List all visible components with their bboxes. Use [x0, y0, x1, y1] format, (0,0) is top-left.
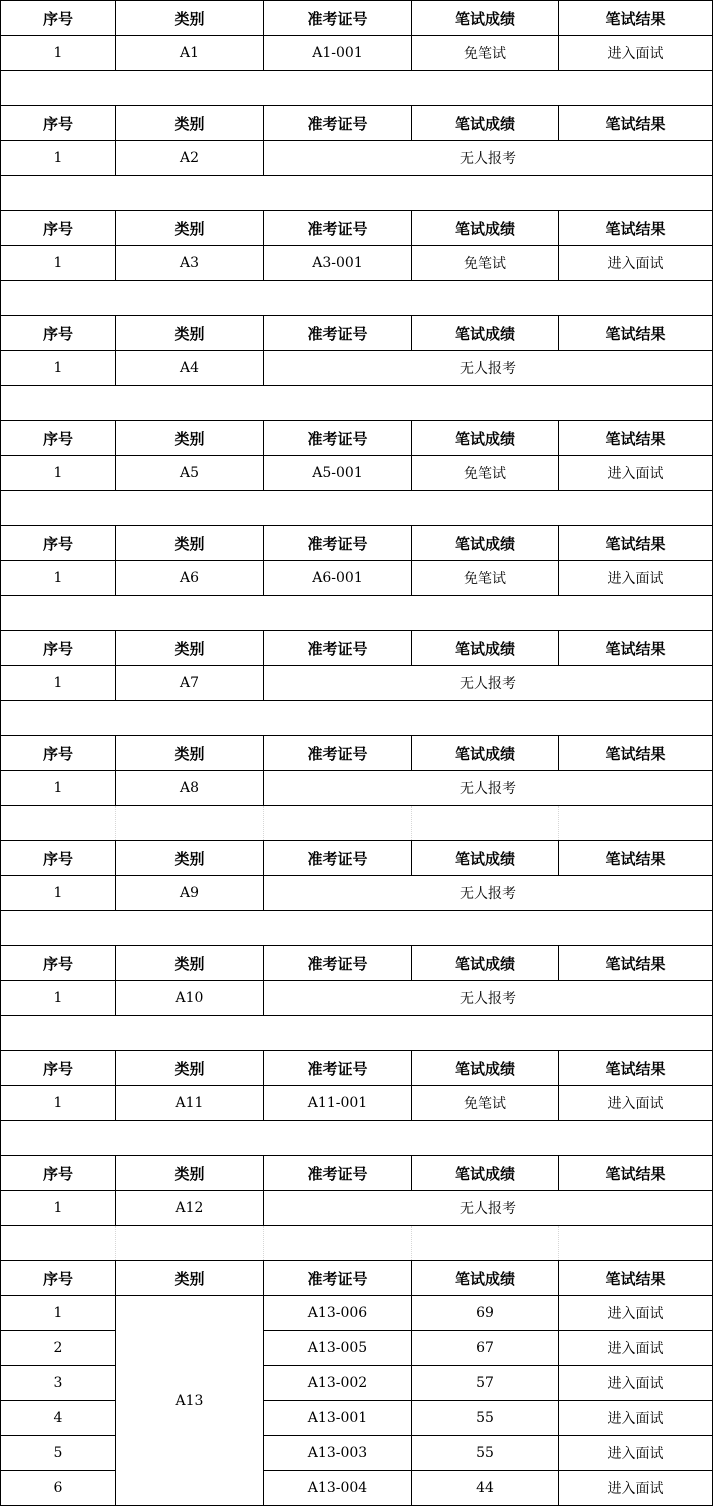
- header-exam-id: 准考证号: [264, 316, 412, 351]
- spacer-cell: [1, 491, 713, 526]
- header-seq: 序号: [1, 106, 116, 141]
- header-result: 笔试结果: [559, 946, 713, 981]
- header-exam-id: 准考证号: [264, 841, 412, 876]
- seq-cell: 1: [1, 876, 116, 911]
- no-applicant-note: 无人报考: [264, 141, 713, 176]
- table-row: [1, 1436, 713, 1471]
- header-seq: 序号: [1, 526, 116, 561]
- header-row: [1, 526, 713, 561]
- spacer-cell: [116, 1226, 264, 1261]
- seq-cell: 2: [1, 1331, 116, 1366]
- header-row: [1, 316, 713, 351]
- seq-cell: 3: [1, 1366, 116, 1401]
- seq-cell: 6: [1, 1471, 116, 1506]
- result-cell: 进入面试: [559, 1296, 713, 1331]
- table-row: [1, 771, 713, 806]
- table-row: [1, 1471, 713, 1506]
- header-seq: 序号: [1, 421, 116, 456]
- exam-id-cell: A13-004: [264, 1471, 412, 1506]
- table-row: [1, 246, 713, 281]
- spacer-row: [1, 911, 713, 946]
- table-row: [1, 36, 713, 71]
- spacer-cell: [1, 1016, 713, 1051]
- header-score: 笔试成绩: [412, 736, 559, 771]
- category-cell: A4: [116, 351, 264, 386]
- result-cell: 进入面试: [559, 1401, 713, 1436]
- exam-id-cell: A5-001: [264, 456, 412, 491]
- no-applicant-note: 无人报考: [264, 351, 713, 386]
- header-row: [1, 211, 713, 246]
- header-category: 类别: [116, 421, 264, 456]
- spacer-cell: [116, 806, 264, 841]
- spacer-row: [1, 1121, 713, 1156]
- spacer-cell: [1, 1226, 116, 1261]
- header-seq: 序号: [1, 1, 116, 36]
- spacer-row: [1, 806, 713, 841]
- header-result: 笔试结果: [559, 211, 713, 246]
- header-row: [1, 631, 713, 666]
- header-exam-id: 准考证号: [264, 211, 412, 246]
- table-row: [1, 1401, 713, 1436]
- header-result: 笔试结果: [559, 421, 713, 456]
- exam-id-cell: A13-003: [264, 1436, 412, 1471]
- header-category: 类别: [116, 841, 264, 876]
- no-applicant-note: 无人报考: [264, 771, 713, 806]
- header-seq: 序号: [1, 316, 116, 351]
- header-row: [1, 421, 713, 456]
- header-score: 笔试成绩: [412, 526, 559, 561]
- result-cell: 进入面试: [559, 1436, 713, 1471]
- spacer-cell: [1, 176, 713, 211]
- header-category: 类别: [116, 1156, 264, 1191]
- table-row: [1, 1191, 713, 1226]
- header-result: 笔试结果: [559, 526, 713, 561]
- header-category: 类别: [116, 106, 264, 141]
- score-cell: 57: [412, 1366, 559, 1401]
- header-score: 笔试成绩: [412, 106, 559, 141]
- category-cell: A12: [116, 1191, 264, 1226]
- spacer-cell: [264, 806, 412, 841]
- header-seq: 序号: [1, 1261, 116, 1296]
- spacer-row: [1, 1016, 713, 1051]
- score-cell: 67: [412, 1331, 559, 1366]
- table-row: [1, 666, 713, 701]
- result-cell: 进入面试: [559, 1331, 713, 1366]
- score-cell: 44: [412, 1471, 559, 1506]
- seq-cell: 1: [1, 456, 116, 491]
- spacer-cell: [1, 386, 713, 421]
- header-seq: 序号: [1, 946, 116, 981]
- spacer-cell: [1, 911, 713, 946]
- table-row: [1, 1086, 713, 1121]
- table-row: [1, 876, 713, 911]
- header-seq: 序号: [1, 841, 116, 876]
- header-score: 笔试成绩: [412, 211, 559, 246]
- score-cell: 免笔试: [412, 246, 559, 281]
- seq-cell: 1: [1, 666, 116, 701]
- score-cell: 69: [412, 1296, 559, 1331]
- header-seq: 序号: [1, 1051, 116, 1086]
- exam-id-cell: A1-001: [264, 36, 412, 71]
- header-score: 笔试成绩: [412, 316, 559, 351]
- header-row: [1, 841, 713, 876]
- no-applicant-note: 无人报考: [264, 1191, 713, 1226]
- category-cell: A8: [116, 771, 264, 806]
- category-cell: A2: [116, 141, 264, 176]
- table-row: [1, 351, 713, 386]
- header-category: 类别: [116, 1051, 264, 1086]
- exam-id-cell: A6-001: [264, 561, 412, 596]
- header-score: 笔试成绩: [412, 631, 559, 666]
- header-category: 类别: [116, 946, 264, 981]
- header-row: [1, 106, 713, 141]
- spacer-cell: [559, 1226, 713, 1261]
- result-cell: 进入面试: [559, 36, 713, 71]
- spacer-row: [1, 491, 713, 526]
- seq-cell: 1: [1, 561, 116, 596]
- spacer-cell: [1, 1121, 713, 1156]
- exam-id-cell: A13-001: [264, 1401, 412, 1436]
- exam-id-cell: A13-002: [264, 1366, 412, 1401]
- header-category: 类别: [116, 1261, 264, 1296]
- seq-cell: 4: [1, 1401, 116, 1436]
- category-cell: A7: [116, 666, 264, 701]
- results-table-body: [1, 1, 713, 1506]
- result-cell: 进入面试: [559, 1366, 713, 1401]
- seq-cell: 1: [1, 981, 116, 1016]
- exam-id-cell: A13-005: [264, 1331, 412, 1366]
- header-exam-id: 准考证号: [264, 421, 412, 456]
- header-score: 笔试成绩: [412, 946, 559, 981]
- header-exam-id: 准考证号: [264, 631, 412, 666]
- score-cell: 免笔试: [412, 456, 559, 491]
- seq-cell: 1: [1, 771, 116, 806]
- header-row: [1, 1, 713, 36]
- category-cell: A9: [116, 876, 264, 911]
- header-result: 笔试结果: [559, 1051, 713, 1086]
- spacer-cell: [559, 806, 713, 841]
- spacer-cell: [1, 701, 713, 736]
- category-cell: A10: [116, 981, 264, 1016]
- header-row: [1, 1261, 713, 1296]
- header-row: [1, 1156, 713, 1191]
- header-exam-id: 准考证号: [264, 946, 412, 981]
- header-category: 类别: [116, 736, 264, 771]
- header-category: 类别: [116, 631, 264, 666]
- table-row: [1, 1366, 713, 1401]
- table-row: [1, 1331, 713, 1366]
- header-result: 笔试结果: [559, 1156, 713, 1191]
- header-exam-id: 准考证号: [264, 1156, 412, 1191]
- header-score: 笔试成绩: [412, 841, 559, 876]
- seq-cell: 1: [1, 246, 116, 281]
- header-result: 笔试结果: [559, 631, 713, 666]
- category-cell: A11: [116, 1086, 264, 1121]
- spacer-row: [1, 386, 713, 421]
- spacer-row: [1, 281, 713, 316]
- header-score: 笔试成绩: [412, 1261, 559, 1296]
- seq-cell: 1: [1, 36, 116, 71]
- table-row: [1, 561, 713, 596]
- no-applicant-note: 无人报考: [264, 876, 713, 911]
- header-seq: 序号: [1, 631, 116, 666]
- score-cell: 免笔试: [412, 561, 559, 596]
- header-result: 笔试结果: [559, 736, 713, 771]
- spacer-cell: [1, 806, 116, 841]
- spacer-cell: [264, 1226, 412, 1261]
- header-row: [1, 946, 713, 981]
- table-row: [1, 141, 713, 176]
- spacer-cell: [1, 281, 713, 316]
- result-cell: 进入面试: [559, 456, 713, 491]
- seq-cell: 1: [1, 141, 116, 176]
- header-exam-id: 准考证号: [264, 1051, 412, 1086]
- spacer-cell: [1, 71, 713, 106]
- exam-id-cell: A3-001: [264, 246, 412, 281]
- header-seq: 序号: [1, 1156, 116, 1191]
- seq-cell: 5: [1, 1436, 116, 1471]
- header-result: 笔试结果: [559, 316, 713, 351]
- header-row: [1, 736, 713, 771]
- score-cell: 免笔试: [412, 1086, 559, 1121]
- exam-id-cell: A13-006: [264, 1296, 412, 1331]
- no-applicant-note: 无人报考: [264, 981, 713, 1016]
- header-score: 笔试成绩: [412, 1051, 559, 1086]
- result-cell: 进入面试: [559, 246, 713, 281]
- header-exam-id: 准考证号: [264, 106, 412, 141]
- seq-cell: 1: [1, 1086, 116, 1121]
- result-cell: 进入面试: [559, 1471, 713, 1506]
- header-result: 笔试结果: [559, 106, 713, 141]
- category-cell: A13: [116, 1296, 264, 1506]
- table-row: [1, 1296, 713, 1331]
- header-seq: 序号: [1, 211, 116, 246]
- seq-cell: 1: [1, 1191, 116, 1226]
- header-row: [1, 1051, 713, 1086]
- spacer-row: [1, 701, 713, 736]
- spacer-cell: [412, 1226, 559, 1261]
- spacer-row: [1, 1226, 713, 1261]
- category-cell: A6: [116, 561, 264, 596]
- header-category: 类别: [116, 1, 264, 36]
- header-result: 笔试结果: [559, 1, 713, 36]
- seq-cell: 1: [1, 1296, 116, 1331]
- score-cell: 55: [412, 1401, 559, 1436]
- spacer-row: [1, 176, 713, 211]
- header-category: 类别: [116, 316, 264, 351]
- header-score: 笔试成绩: [412, 1156, 559, 1191]
- table-row: [1, 456, 713, 491]
- no-applicant-note: 无人报考: [264, 666, 713, 701]
- spacer-cell: [412, 806, 559, 841]
- score-cell: 免笔试: [412, 36, 559, 71]
- table-row: [1, 981, 713, 1016]
- header-exam-id: 准考证号: [264, 736, 412, 771]
- header-exam-id: 准考证号: [264, 1, 412, 36]
- category-cell: A1: [116, 36, 264, 71]
- category-cell: A3: [116, 246, 264, 281]
- seq-cell: 1: [1, 351, 116, 386]
- header-result: 笔试结果: [559, 1261, 713, 1296]
- spacer-row: [1, 71, 713, 106]
- header-exam-id: 准考证号: [264, 526, 412, 561]
- exam-id-cell: A11-001: [264, 1086, 412, 1121]
- score-cell: 55: [412, 1436, 559, 1471]
- result-cell: 进入面试: [559, 561, 713, 596]
- spacer-cell: [1, 596, 713, 631]
- header-category: 类别: [116, 526, 264, 561]
- result-cell: 进入面试: [559, 1086, 713, 1121]
- header-seq: 序号: [1, 736, 116, 771]
- header-exam-id: 准考证号: [264, 1261, 412, 1296]
- category-cell: A5: [116, 456, 264, 491]
- header-result: 笔试结果: [559, 841, 713, 876]
- spacer-row: [1, 596, 713, 631]
- header-category: 类别: [116, 211, 264, 246]
- header-score: 笔试成绩: [412, 1, 559, 36]
- header-score: 笔试成绩: [412, 421, 559, 456]
